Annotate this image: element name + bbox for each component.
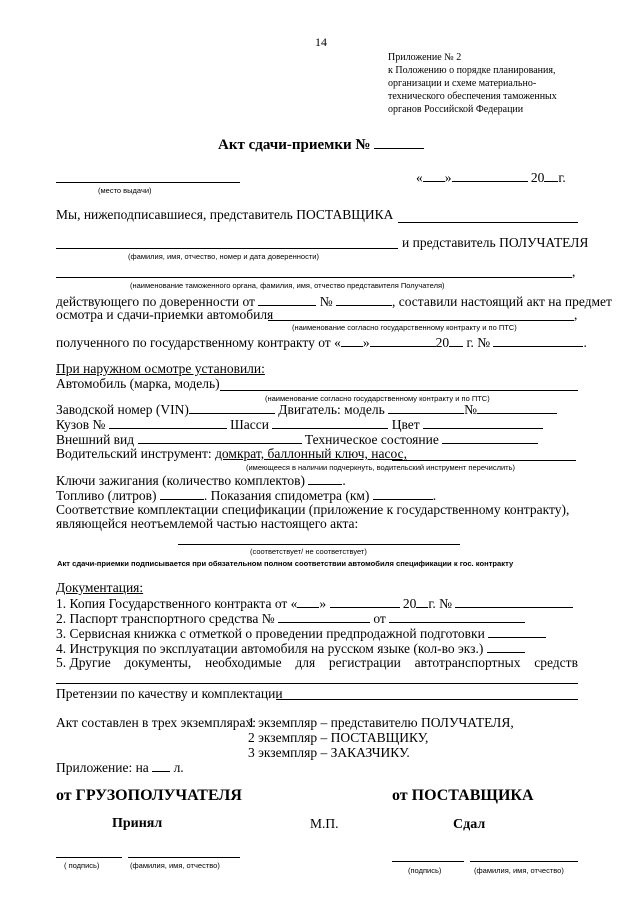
supplier-title: от ПОСТАВЩИКА (392, 787, 534, 804)
accepted-label: Принял (112, 816, 163, 831)
recipient-note: (наименование таможенного органа, фамилия, имя, отчество представителя Получателя) (130, 281, 445, 290)
recipient-sign-note: ( подпись) (64, 861, 100, 870)
act-date: « » 20 г. (416, 170, 566, 185)
tools-note: (имеющееся в наличии подчеркнуть, водительский инструмент перечислить) (246, 463, 516, 472)
intro-recipient: и представитель ПОЛУЧАТЕЛЯ (402, 235, 589, 250)
fuel-row: Топливо (литров) . Показания спидометра (км) . (56, 488, 437, 503)
supplier-rep-line-2[interactable] (56, 248, 398, 249)
car-label: Автомобиль (марка, модель) (56, 376, 220, 391)
appendix-line: органов Российской Федерации (388, 104, 524, 115)
handed-label: Сдал (453, 817, 486, 832)
supplier-rep-line[interactable] (398, 222, 578, 223)
recipient-name-note: (фамилия, имя, отчество) (130, 861, 220, 870)
supplier-name-line[interactable] (470, 861, 578, 862)
place-note: (место выдачи) (98, 186, 152, 195)
appearance-row: Внешний вид Техническое состояние (56, 431, 538, 448)
inspection-note: (наименование согласно государственному контракту и по ПТС) (292, 323, 517, 332)
comma: , (572, 264, 576, 279)
supplier-sign-note: (подпись) (408, 866, 442, 875)
appendix-title: Приложение № 2 (388, 52, 462, 63)
recipient-title: от ГРУЗОПОЛУЧАТЕЛЯ (56, 787, 242, 804)
copies-label: Акт составлен в трех экземплярах: (56, 715, 257, 730)
copy-2: 2 экземпляр – ПОСТАВЩИКУ, (248, 730, 429, 745)
doc-item-2: 2. Паспорт транспортного средства № от (56, 610, 525, 627)
received-line: полученного по государственному контракту от « » 20 г. № . (56, 335, 587, 350)
recipient-signature-line[interactable] (56, 857, 122, 858)
doc-item-4: 4. Инструкция по эксплуатации автомобиля на русском языке (кол-во экз.) (56, 640, 525, 657)
doc-item-1: 1. Копия Государственного контракта от « » 20 г. № (56, 595, 573, 612)
doc-other-line[interactable] (56, 683, 578, 684)
supplier-note: (фамилия, имя, отчество, номер и дата доверенности) (128, 252, 319, 261)
doc-item-5: 5. Другие документы, необходимые для регистрации автотранспортных средств (56, 655, 578, 670)
spec-line-1: Соответствие комплектации спецификации (приложение к государственному контракту), (56, 502, 570, 517)
spec-note: (соответствует/ не соответствует) (250, 547, 367, 556)
recipient-name-line[interactable] (128, 857, 240, 858)
inspection-label: осмотра и сдачи-приемки автомобиля (56, 307, 274, 322)
intro-we: Мы, нижеподписавшиеся, представитель ПОСТАВЩИКА (56, 207, 394, 222)
place-line[interactable] (56, 182, 240, 183)
tools-line[interactable] (392, 460, 576, 461)
body-row: Кузов № Шасси Цвет (56, 416, 543, 433)
spec-line[interactable] (178, 544, 460, 545)
copy-1: 1 экземпляр – представителю ПОЛУЧАТЕЛЯ, (248, 715, 514, 730)
acting-line: действующего по доверенности от № , составили настоящий акт на предмет (56, 294, 612, 309)
car-line[interactable] (220, 390, 578, 391)
attachment: Приложение: на л. (56, 760, 184, 775)
supplier-signature-line[interactable] (392, 861, 464, 862)
stamp-label: М.П. (310, 816, 339, 831)
spec-line-2: являющейся неотъемлемой частью настоящего акта: (56, 516, 359, 531)
doc-heading: Документация: (56, 580, 144, 595)
appendix-line: технического обеспечения таможенных (388, 91, 557, 102)
comma: , (574, 307, 578, 322)
car-note: (наименование согласно государственному контракту и по ПТС) (265, 394, 490, 403)
appendix-line: к Положению о порядке планирования, (388, 65, 556, 76)
outer-heading: При наружном осмотре установили: (56, 361, 265, 376)
recipient-line[interactable] (56, 277, 572, 278)
page-number: 14 (315, 35, 327, 49)
copy-3: 3 экземпляр – ЗАКАЗЧИКУ. (248, 745, 410, 760)
supplier-name-note: (фамилия, имя, отчество) (474, 866, 564, 875)
claims-line[interactable] (276, 699, 578, 700)
keys-row: Ключи зажигания (количество комплектов) . (56, 473, 346, 488)
vin-row: Заводской номер (VIN) Двигатель: модель № (56, 401, 557, 418)
bold-note: Акт сдачи-приемки подписывается при обязательном полном соответствии автомобиля спецификации к гос. контракту (57, 559, 514, 568)
act-title: Акт сдачи-приемки № (218, 136, 424, 154)
doc-item-3: 3. Сервисная книжка с отметкой о проведении предпродажной подготовки (56, 625, 546, 642)
tools-row: Водительский инструмент: домкрат, баллонный ключ, насос, (56, 446, 407, 461)
car-name-line[interactable] (268, 320, 574, 321)
claims-label: Претензии по качеству и комплектации (56, 686, 283, 701)
appendix-block (388, 51, 557, 116)
appendix-line: организации и схеме материально- (388, 78, 537, 89)
